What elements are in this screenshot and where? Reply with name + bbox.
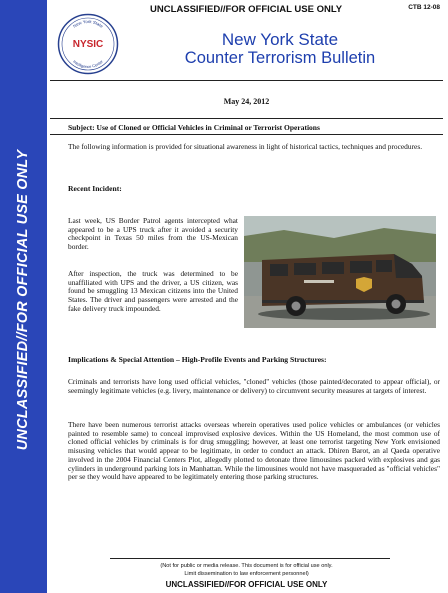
bulletin-title-line1: New York State: [221, 30, 339, 49]
implications-paragraph-2: There have been numerous terrorist attacks overseas wherein operatives used police vehicles or ambulances (or vehicles painted to resemble same) to conceal improvised explosive devices. Within the US Homeland, the most common use of cloned official vehicles by criminals is for drug smuggling; however, at least one terrorist targeting New York envisioned misusing vehicles that would appear to be legitimate, in order to conduct an attack. Dhiren Barot, an al Qaeda operative involved in the 2004 Financial Centers Plot, allegedly plotted to detonate three limousines packed with explosives and gas cylinders in underground parking lots in Manhattan. While the limousines would not have masqueraded as "official vehicles" per se they would have appeared to be legitimately entering those parking structures.: [68, 420, 440, 482]
footer-note-line2: Limit dissemination to law enforcement personnel): [184, 571, 309, 577]
incident-paragraph-2: After inspection, the truck was determined to be unaffiliated with UPS and the driver, a US citizen, was found be smuggling 13 Mexican citizens into the United States. The driver and passengers were arrested and the fake delivery truck impounded.: [68, 269, 238, 313]
header-divider: [50, 80, 443, 81]
logo-center-text: NYSIC: [72, 39, 104, 50]
footer-classification-banner: UNCLASSIFIED//FOR OFFICIAL USE ONLY: [165, 580, 328, 589]
logo-top-text: New York State: [72, 18, 105, 29]
sidebar-classification-text: UNCLASSIFIED//FOR OFFICIAL USE ONLY: [15, 149, 31, 451]
subject-divider-bottom: [50, 134, 443, 135]
header-classification-banner: UNCLASSIFIED//FOR OFFICIAL USE ONLY: [150, 4, 343, 15]
subject-divider-top: [50, 118, 443, 119]
classification-sidebar: [0, 0, 47, 593]
implications-paragraph-1: Criminals and terrorists have long used official vehicles, "cloned" vehicles (those painted/decorated to appear official), or seemingly legitimate vehicles (e.g. livery, maintenance or delivery) to circumvent security measures at targets of interest.: [68, 377, 440, 395]
document-code: CTB 12-08: [408, 4, 440, 11]
incident-paragraph-1: Last week, US Border Patrol agents intercepted what appeared to be a UPS truck after it avoided a security checkpoint in Texas 50 miles from the US-Mexican border.: [68, 216, 238, 252]
implications-heading: Implications & Special Attention – High-Profile Events and Parking Structures:: [68, 355, 327, 364]
footer-note-line1: (Not for public or media release. This document is for official use only.: [160, 563, 333, 569]
nysic-seal-logo: [57, 13, 119, 75]
bulletin-date: May 24, 2012: [223, 97, 270, 106]
footer-divider: [110, 558, 390, 559]
bulletin-title-line2: Counter Terrorism Bulletin: [184, 49, 376, 67]
subject-line: Subject: Use of Cloned or Official Vehicles in Criminal or Terrorist Operations: [68, 123, 320, 132]
recent-incident-heading: Recent Incident:: [68, 184, 122, 193]
delivery-van-photo: [244, 216, 436, 328]
logo-bottom-text: Intelligence Center: [72, 58, 104, 70]
intro-paragraph: The following information is provided for situational awareness in light of historical tactics, techniques and procedures.: [68, 142, 423, 151]
